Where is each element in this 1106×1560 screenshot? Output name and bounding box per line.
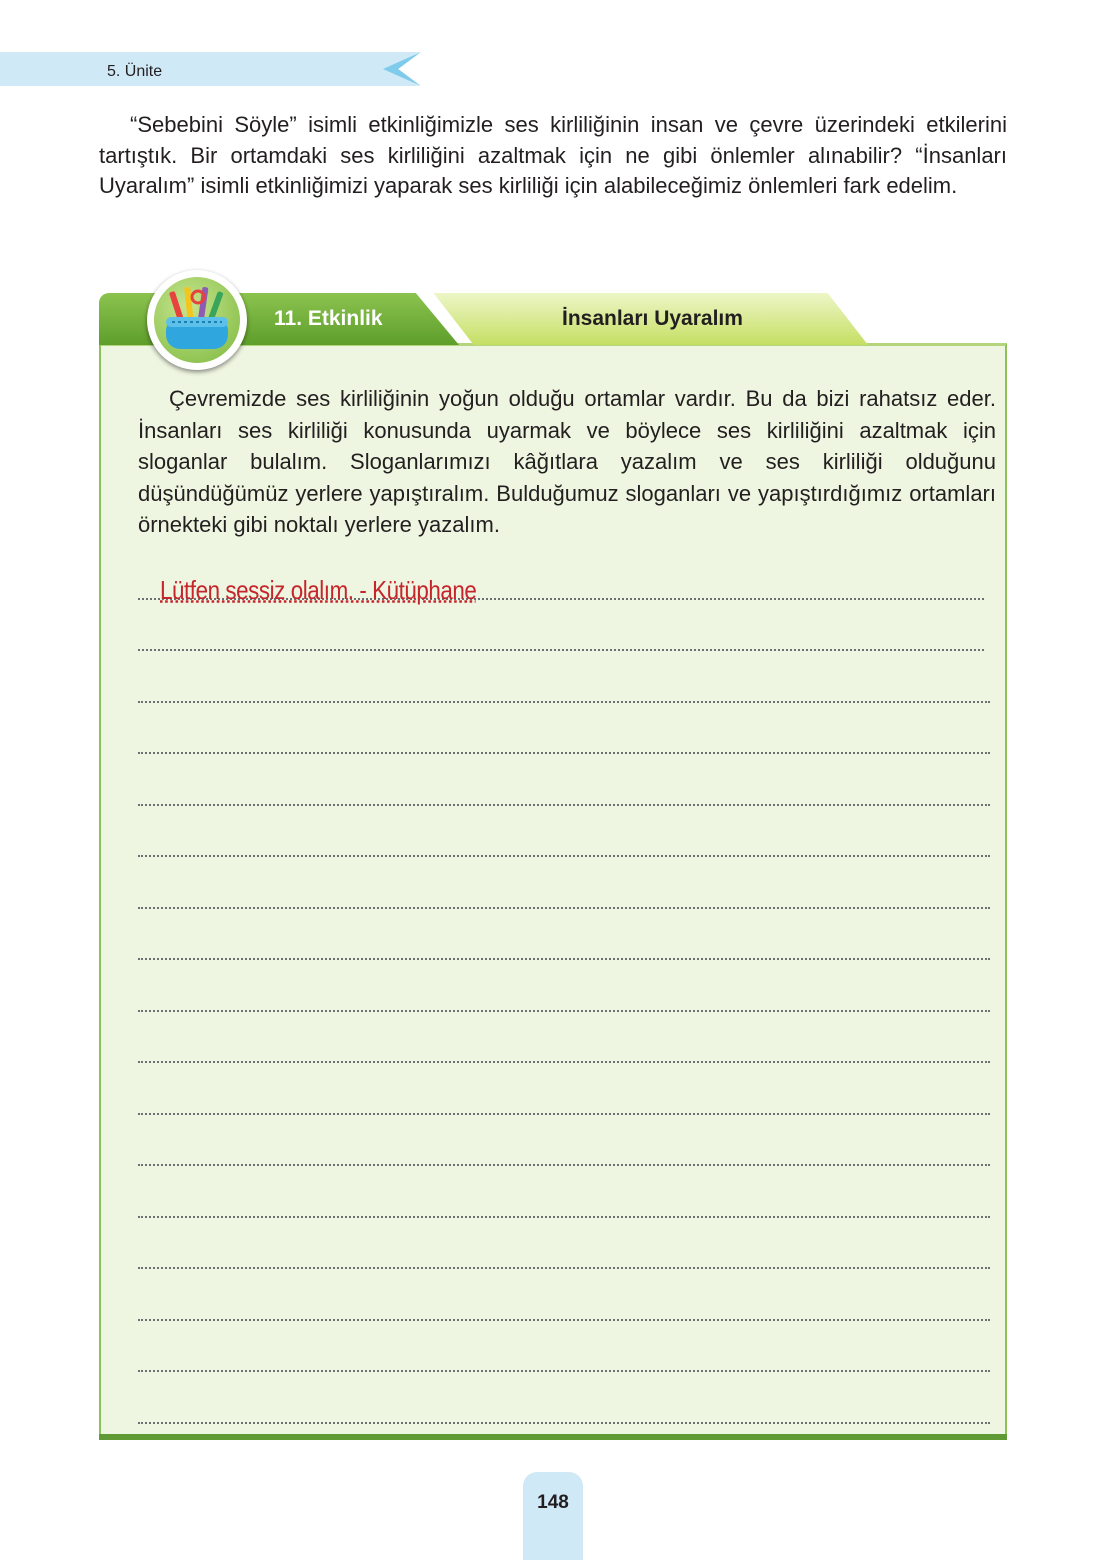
activity-badge <box>147 270 247 370</box>
answer-line[interactable] <box>138 909 990 961</box>
unit-label: 5. Ünite <box>107 63 163 80</box>
answer-line[interactable] <box>138 754 990 806</box>
answer-line[interactable] <box>138 806 990 858</box>
activity-title: İnsanları Uyaralım <box>562 307 743 330</box>
answer-line[interactable] <box>138 548 984 605</box>
answer-line[interactable] <box>138 1218 990 1270</box>
answer-line[interactable] <box>138 1115 990 1167</box>
answer-lines <box>138 548 994 1424</box>
activity-number: 11. Etkinlik <box>274 307 383 330</box>
answer-line[interactable] <box>138 1012 990 1064</box>
pencil-case-icon <box>154 277 240 363</box>
activity-bottom-rule <box>99 1434 1007 1440</box>
answer-line[interactable] <box>138 960 990 1012</box>
answer-line[interactable] <box>138 1321 990 1373</box>
intro-paragraph: “Sebebini Söyle” isimli etkinliğimizle ses kirliliğinin insan ve çevre üzerindeki etkilerini tartıştık. Bir ortamdaki ses kirliliğini azaltmak için ne gibi önlemler alınabilir? “İnsanları Uyaralım” isimli etkinliğimizi yaparak ses kirliliği için alabileceğimiz önlemleri fark edelim. <box>99 112 1007 198</box>
answer-line[interactable] <box>138 703 990 755</box>
answer-line[interactable] <box>138 1372 990 1424</box>
answer-line[interactable] <box>138 1063 990 1115</box>
activity-instructions <box>138 383 996 541</box>
intro-text <box>99 110 1007 202</box>
example-answer: Lütfen sessiz olalım. - Kütüphane <box>160 574 477 605</box>
unit-header-band <box>0 52 420 86</box>
page-number: 148 <box>537 1492 569 1513</box>
answer-line[interactable] <box>138 857 990 909</box>
page-number-tab <box>523 1472 583 1560</box>
answer-line[interactable] <box>138 1166 990 1218</box>
answer-line[interactable] <box>138 600 984 652</box>
answer-line[interactable] <box>138 1269 990 1321</box>
answer-line[interactable] <box>138 651 990 703</box>
activity-instructions-paragraph: Çevremizde ses kirliliğinin yoğun olduğu ortamlar vardır. Bu da bizi rahatsız eder. İnsanları ses kirliliği konusunda uyarmak ve böylece ses kirliliğini azaltmak için sloganlar bulalım. Sloganlarımızı kâğıtlara yazalım ve ses kirliliği olduğunu düşündüğümüz yerlere yapıştıralım. Bulduğumuz sloganları ve yapıştırdığımız ortamları örnekteki gibi noktalı yerlere yazalım. <box>138 386 996 537</box>
